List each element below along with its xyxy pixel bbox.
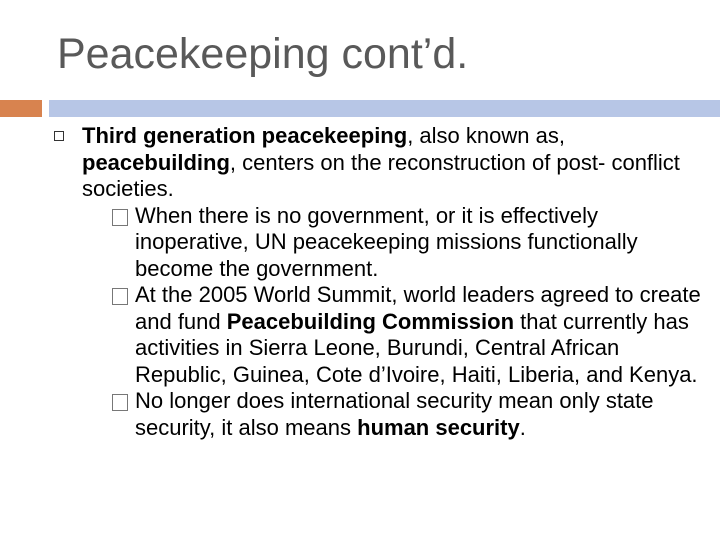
sub-bullet-point: No longer does international security mean only state security, it also means human security. bbox=[52, 388, 712, 441]
main-bullet-point: Third generation peacekeeping, also known as, peacebuilding, centers on the reconstruction of post- conflict societies. bbox=[52, 123, 712, 203]
slide-body bbox=[52, 123, 712, 441]
checkbox-bullet-icon bbox=[112, 288, 128, 305]
term-third-generation: Third generation peacekeeping bbox=[82, 123, 408, 148]
title-rule-accent bbox=[0, 100, 42, 117]
checkbox-bullet-icon bbox=[112, 394, 128, 411]
checkbox-bullet-icon bbox=[112, 209, 128, 226]
slide-title: Peacekeeping cont’d. bbox=[57, 30, 469, 78]
square-bullet-icon bbox=[54, 131, 64, 141]
term-peacebuilding: peacebuilding bbox=[82, 149, 230, 175]
sub-bullet-point: At the 2005 World Summit, world leaders agreed to create and fund Peacebuilding Commission that currently has activities in Sierra Leone, Burundi, Central African Republic, Guinea, Cote d’Ivoire, Haiti, Liberia, and Kenya. bbox=[52, 282, 712, 388]
title-rule-bar bbox=[49, 100, 720, 117]
sub-bullet-point: When there is no government, or it is effectively inoperative, UN peacekeeping missions functionally become the government. bbox=[52, 203, 712, 283]
